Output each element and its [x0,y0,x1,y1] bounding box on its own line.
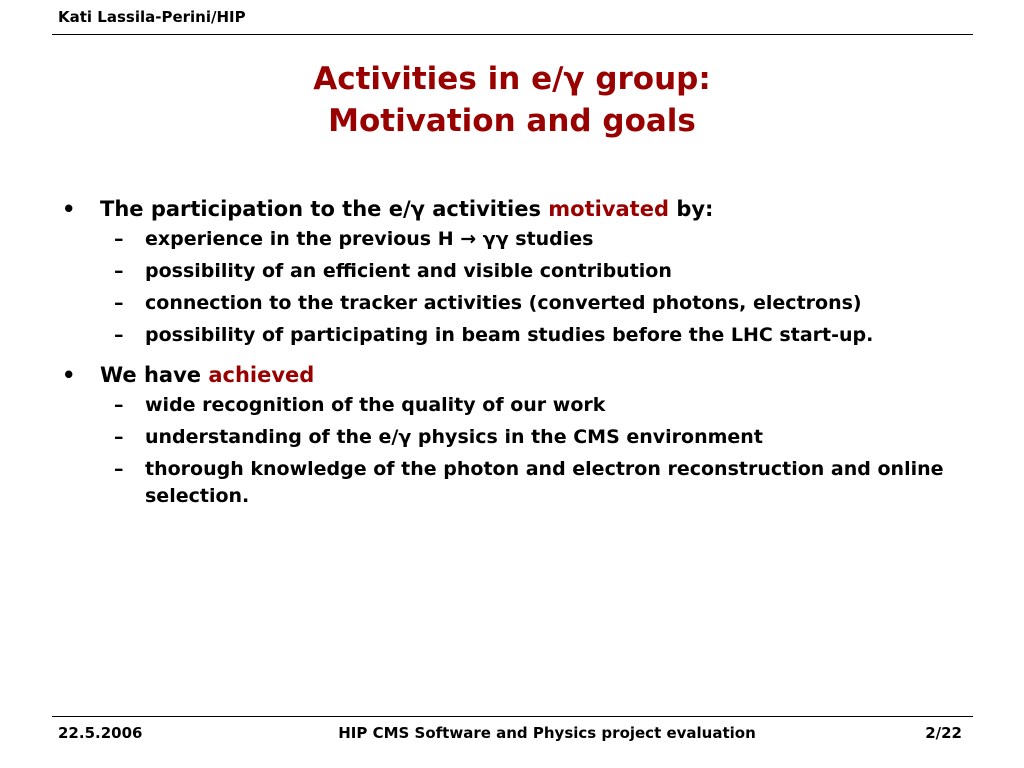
bottom-divider [52,716,973,717]
dash-marker: – [114,292,124,314]
footer-title: HIP CMS Software and Physics project evaluation [338,724,756,742]
sub-item-text: understanding of the e/γ physics in the CMS environment [145,426,763,448]
title-line-2: Motivation and goals [328,103,696,139]
sub-item-text: possibility of participating in beam studies before the LHC start-up. [145,324,874,346]
dash-marker: – [114,458,124,480]
sub-item [62,290,972,317]
sub-item [62,322,972,349]
dash-marker: – [114,324,124,346]
dash-marker: – [114,228,124,250]
sub-item-text: connection to the tracker activities (converted photons, electrons) [145,292,862,314]
bullet-highlight: achieved [208,363,315,387]
sub-item [62,424,972,451]
top-divider [52,34,973,35]
sub-item-text: possibility of an efficient and visible contribution [145,260,672,282]
sub-item [62,392,972,419]
dash-marker: – [114,394,124,416]
bullet-highlight: motivated [548,197,670,221]
slide-content [62,194,972,515]
sub-item-text: thorough knowledge of the photon and electron reconstruction and online selection. [145,458,944,507]
sub-item [62,258,972,285]
dash-marker: – [114,260,124,282]
sub-item [62,226,972,253]
bullet-text-end: by: [669,197,714,221]
sub-item [62,456,972,510]
dash-marker: – [114,426,124,448]
header-author: Kati Lassila-Perini/HIP [58,8,246,26]
page-number: 2/22 [925,724,962,742]
bullet-marker: • [62,363,76,387]
bullet-text: We have [100,363,209,387]
bullet-marker: • [62,197,76,221]
bullet-text: The participation to the e/γ activities [100,197,549,221]
sub-item-text: experience in the previous H → γγ studies [145,228,594,250]
slide-title [0,58,1024,142]
footer-date: 22.5.2006 [58,724,143,742]
bullet-motivation [62,194,972,224]
bullet-achievements [62,360,972,390]
sub-item-text: wide recognition of the quality of our work [145,394,606,416]
title-line-1: Activities in e/γ group: [313,61,711,97]
